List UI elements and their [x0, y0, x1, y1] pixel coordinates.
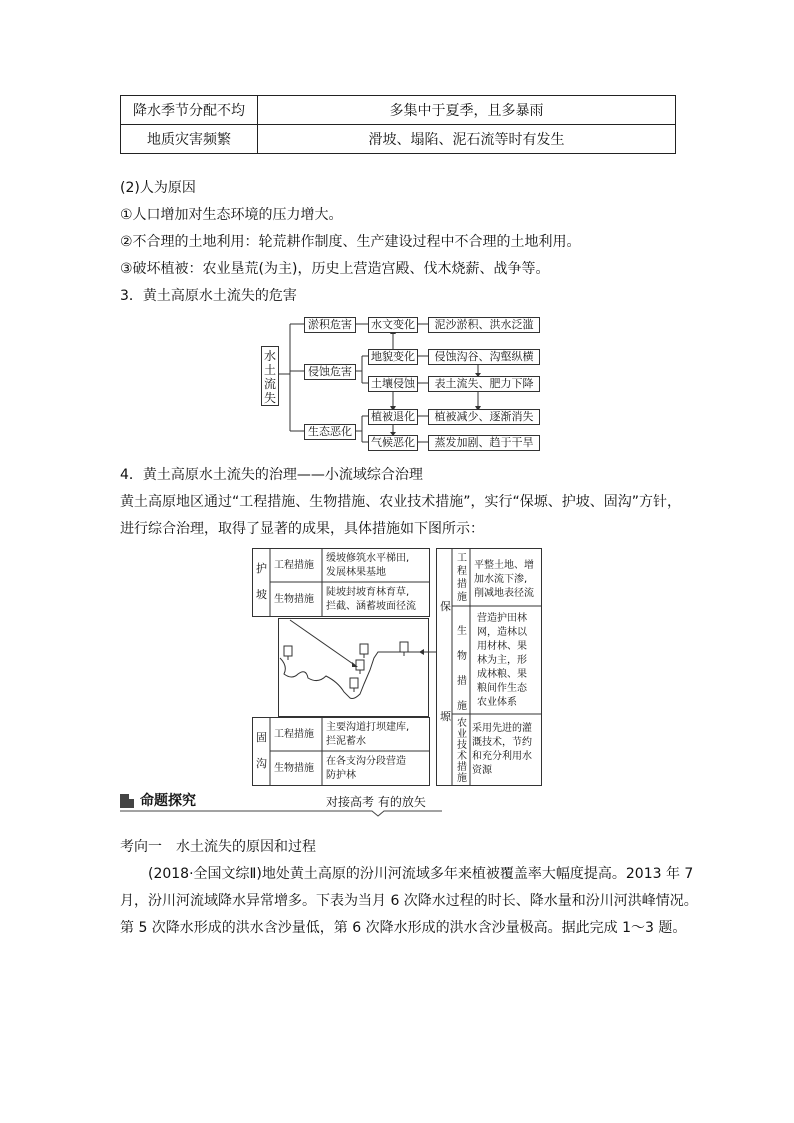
- hazard-root: 水土流失: [261, 346, 279, 406]
- human-item: ②不合理的土地利用：轮荒耕作制度、生产建设过程中不合理的土地利用。: [120, 234, 581, 250]
- baoyuan-type: 措: [457, 762, 467, 773]
- gugou-type: 工程措施: [274, 729, 314, 740]
- hupo-label: 坡: [256, 588, 267, 601]
- question-text: (2018·全国文综Ⅱ)地处黄土高原的汾川河流域多年来植被覆盖率大幅度提高。2013 年 7: [148, 866, 694, 882]
- hazard-level3: 表土流失、肥力下降: [428, 376, 540, 392]
- hazard-level3: 植被减少、逐渐消失: [428, 409, 540, 425]
- cause-table: [120, 95, 676, 154]
- hazard-level3: 泥沙淤积、洪水泛滥: [428, 317, 540, 333]
- hupo-desc: 发展林果基地: [326, 567, 386, 578]
- gugou-desc: 主要沟道打坝建库,: [326, 722, 410, 733]
- baoyuan-desc: 营造护田林: [477, 613, 527, 624]
- question-text: 第 5 次降水形成的洪水含沙量低，第 6 次降水形成的洪水含沙量极高。据此完成 1～3 题。: [120, 920, 687, 936]
- baoyuan-label: 塬: [440, 710, 451, 723]
- gugou-type: 生物措施: [274, 763, 314, 774]
- human-heading: (2)人为原因: [120, 180, 196, 196]
- gugou-label: 沟: [256, 757, 267, 770]
- hupo-label: 护: [256, 562, 267, 575]
- question-heading: 考向一 水土流失的原因和过程: [120, 839, 316, 855]
- baoyuan-desc: 农业体系: [477, 697, 517, 708]
- baoyuan-desc: 资源: [472, 765, 492, 776]
- table-row: [121, 125, 676, 154]
- baoyuan-desc: 网，造林以: [477, 627, 527, 638]
- hazard-level2: 气候恶化: [368, 435, 418, 451]
- baoyuan-type: 术: [457, 751, 467, 762]
- hupo-desc: 拦截、涵蓄坡面径流: [326, 601, 416, 612]
- table-cell: 地质灾害频繁: [121, 125, 258, 154]
- hupo-type: 工程措施: [274, 560, 314, 571]
- baoyuan-type: 施: [457, 773, 467, 784]
- section-underline: [120, 808, 444, 818]
- baoyuan-type: 业: [457, 729, 467, 740]
- hazard-level2: 土壤侵蚀: [368, 376, 418, 392]
- section-header-title: 命题探究: [140, 793, 196, 809]
- table-cell: 多集中于夏季，且多暴雨: [258, 96, 676, 125]
- baoyuan-desc: 用材林、果: [477, 641, 527, 652]
- baoyuan-desc: 削减地表径流: [474, 588, 534, 599]
- section4-paragraph: 进行综合治理，取得了显著的成果，具体措施如下图所示：: [120, 521, 484, 537]
- hazard-level3: 蒸发加剧、趋于干旱: [428, 435, 540, 451]
- baoyuan-type: 生: [457, 626, 467, 637]
- baoyuan-type: 农: [457, 718, 467, 729]
- baoyuan-desc: 林为主，形: [477, 655, 527, 666]
- hazard-level1: 淤积危害: [304, 317, 356, 333]
- gugou-desc: 防护林: [326, 770, 356, 781]
- baoyuan-type: 程: [457, 566, 467, 577]
- baoyuan-desc: 采用先进的灌: [472, 723, 532, 734]
- table-row: [121, 96, 676, 125]
- gugou-label: 固: [256, 731, 267, 744]
- baoyuan-desc: 溉技术，节约: [472, 737, 532, 748]
- baoyuan-type: 物: [457, 651, 467, 662]
- baoyuan-desc: 成林粮、果: [477, 669, 527, 680]
- baoyuan-type: 工: [457, 553, 467, 564]
- human-item: ③破坏植被：农业垦荒(为主)，历史上营造宫殿、伐木烧薪、战争等。: [120, 261, 550, 277]
- section4-paragraph: 黄土高原地区通过“工程措施、生物措施、农业技术措施”，实行“保塬、护坡、固沟”方针，: [120, 494, 682, 510]
- baoyuan-desc: 粮间作生态: [477, 683, 527, 694]
- human-item: ①人口增加对生态环境的压力增大。: [120, 207, 343, 223]
- baoyuan-desc: 平整土地、增: [474, 560, 534, 571]
- hazard-level1: 侵蚀危害: [304, 364, 356, 380]
- hazard-level2: 植被退化: [368, 409, 418, 425]
- hupo-desc: 陡坡封坡育林育草,: [326, 587, 410, 598]
- valley-illustration: [278, 618, 438, 718]
- section3-heading: 3．黄土高原水土流失的危害: [120, 288, 297, 304]
- section-icon: [120, 794, 134, 808]
- baoyuan-desc: 和充分利用水: [472, 751, 532, 762]
- table-cell: 滑坡、塌陷、泥石流等时有发生: [258, 125, 676, 154]
- baoyuan-type: 技: [457, 740, 467, 751]
- baoyuan-type: 措: [457, 676, 467, 687]
- baoyuan-label: 保: [440, 600, 451, 613]
- hupo-type: 生物措施: [274, 594, 314, 605]
- baoyuan-type: 施: [457, 592, 467, 603]
- section-header-subtitle: 对接高考 有的放矢: [326, 795, 426, 809]
- baoyuan-type: 措: [457, 579, 467, 590]
- hazard-level2: 地貌变化: [368, 349, 418, 365]
- gugou-desc: 拦泥蓄水: [326, 736, 366, 747]
- hupo-desc: 缓坡修筑水平梯田,: [326, 553, 410, 564]
- hazard-level2: 水文变化: [368, 317, 418, 333]
- baoyuan-type: 施: [457, 701, 467, 712]
- section4-heading: 4．黄土高原水土流失的治理——小流域综合治理: [120, 467, 423, 483]
- hazard-level3: 侵蚀沟谷、沟壑纵横: [428, 349, 540, 365]
- table-cell: 降水季节分配不均: [121, 96, 258, 125]
- hazard-level1: 生态恶化: [304, 424, 356, 440]
- baoyuan-desc: 加水流下渗,: [474, 574, 528, 585]
- gugou-desc: 在各支沟分段营造: [326, 756, 406, 767]
- question-text: 月，汾川河流域降水异常增多。下表为当月 6 次降水过程的时长、降水量和汾川河洪峰情况。: [120, 893, 698, 909]
